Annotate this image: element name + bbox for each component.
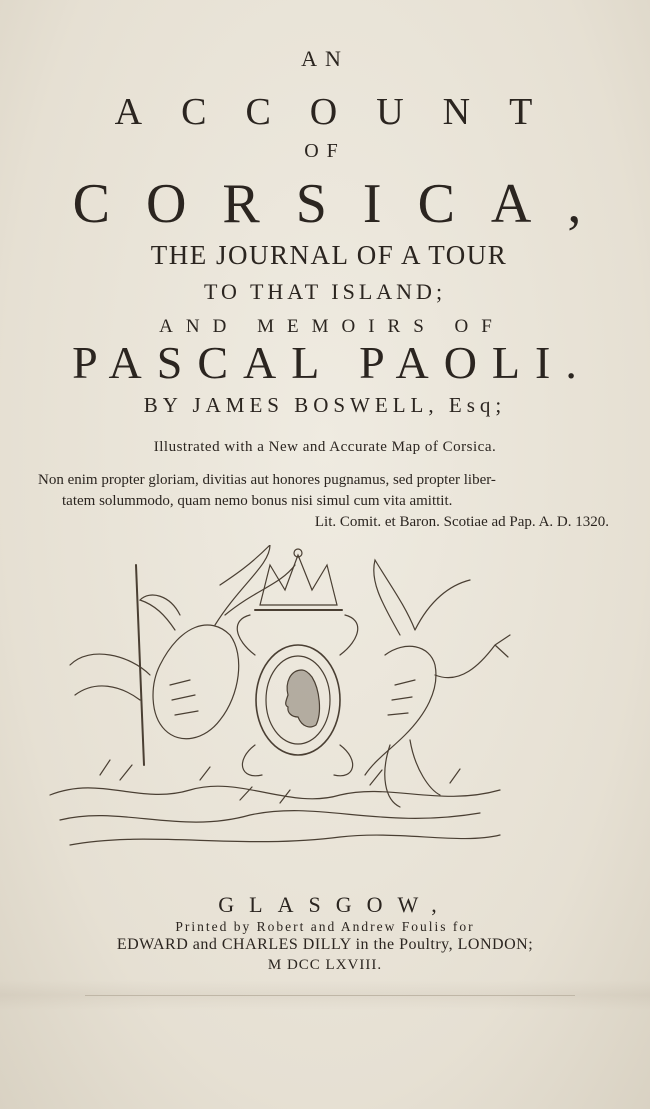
bottom-rule (85, 995, 575, 996)
latin-motto (38, 470, 613, 533)
author-line: BY JAMES BOSWELL, Esq; (143, 393, 507, 417)
title-pascal-paoli: PASCAL PAOLI. (72, 337, 592, 388)
motto-source: Lit. Comit. et Baron. Scotiae ad Pap. A. D. 1320. (314, 514, 609, 530)
motto-line-2: tatem solummodo, quam nemo bonus nisi simul cum vita amittit. (62, 493, 453, 509)
engraved-vignette-icon (40, 545, 520, 865)
imprint-sellers: EDWARD and CHARLES DILLY in the Poultry, LONDON; (116, 936, 534, 953)
subtitle-island: TO THAT ISLAND; (203, 279, 447, 304)
imprint-date: M DCC LXVIII. (267, 957, 383, 973)
subtitle-journal: THE JOURNAL OF A TOUR (150, 240, 508, 270)
title-of: OF (304, 140, 346, 162)
title-corsica: CORSICA, (72, 173, 618, 235)
title-account: ACCOUNT (114, 91, 572, 133)
title-an: AN (301, 46, 349, 71)
subtitle-memoirs: AND MEMOIRS OF (159, 316, 505, 337)
motto-line-1: Non enim propter gloriam, divitias aut honores pugnamus, sed propter liber- (38, 472, 496, 488)
imprint-printers: Printed by Robert and Andrew Foulis for (175, 919, 475, 934)
illustrated-line: Illustrated with a New and Accurate Map of Corsica. (153, 439, 497, 455)
imprint-city: GLASGOW, (218, 892, 452, 917)
